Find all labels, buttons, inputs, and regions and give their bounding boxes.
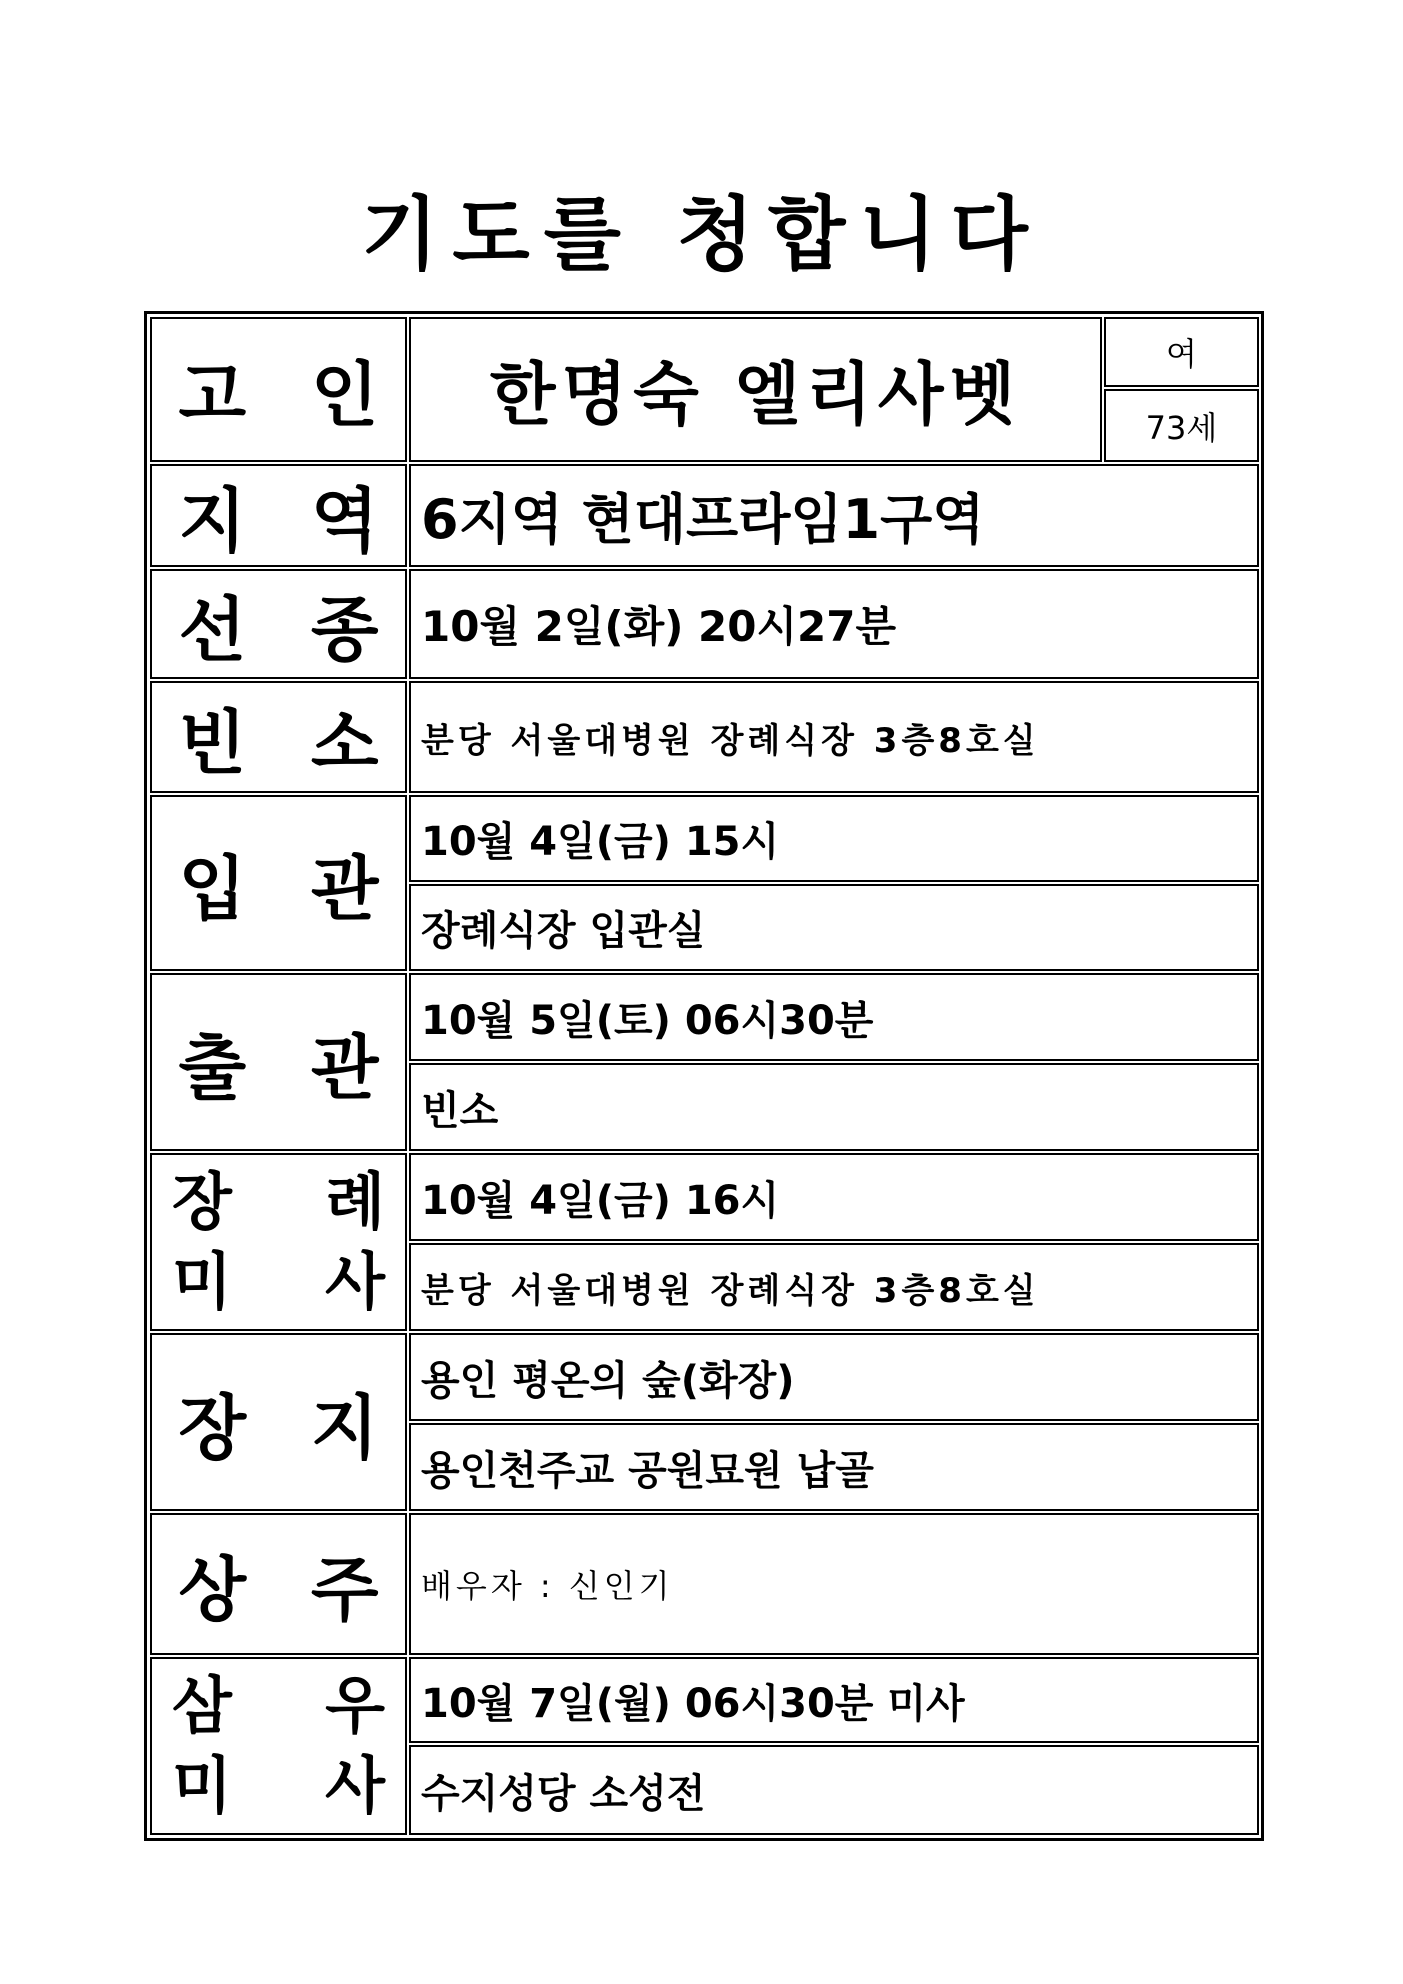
encoffinment-date: 10월 4일(금) 15시 (409, 795, 1259, 882)
departure-place: 빈소 (409, 1063, 1259, 1151)
label-funeral-mass: 장 례 미 사 (150, 1153, 407, 1331)
label-mortuary: 빈 소 (150, 681, 407, 793)
label-death: 선 종 (150, 569, 407, 679)
label-departure: 출 관 (150, 973, 407, 1151)
label-encoffinment: 입 관 (150, 795, 407, 971)
deceased-name: 한명숙 엘리사벳 (409, 317, 1102, 462)
encoffinment-place: 장례식장 입관실 (409, 884, 1259, 971)
label-third-day-mass: 삼 우 미 사 (150, 1657, 407, 1835)
region-value: 6지역 현대프라임1구역 (409, 464, 1259, 567)
label-region: 지 역 (150, 464, 407, 567)
row-funeral-mass (150, 1153, 1259, 1331)
burial-place-1: 용인 평온의 숲(화장) (409, 1333, 1259, 1421)
page-title: 기도를 청합니다 (361, 188, 1042, 281)
mortuary-value: 분당 서울대병원 장례식장 3층8호실 (409, 681, 1259, 793)
funeral-mass-date: 10월 4일(금) 16시 (409, 1153, 1259, 1241)
row-departure (150, 973, 1259, 1151)
burial-place-2: 용인천주교 공원묘원 납골 (409, 1423, 1259, 1511)
row-burial (150, 1333, 1259, 1511)
label-chief-mourner: 상 주 (150, 1513, 407, 1655)
row-chief-mourner (150, 1513, 1259, 1655)
funeral-mass-place: 분당 서울대병원 장례식장 3층8호실 (409, 1243, 1259, 1331)
row-mortuary (150, 681, 1259, 793)
chief-mourner-value: 배우자 : 신인기 (409, 1513, 1259, 1655)
row-encoffinment (150, 795, 1259, 971)
row-region (150, 464, 1259, 567)
third-day-mass-place: 수지성당 소성전 (409, 1745, 1259, 1835)
third-day-mass-date: 10월 7일(월) 06시30분 미사 (409, 1657, 1259, 1743)
departure-date: 10월 5일(토) 06시30분 (409, 973, 1259, 1061)
row-third-day-mass (150, 1657, 1259, 1835)
label-burial: 장 지 (150, 1333, 407, 1511)
deceased-age: 73세 (1104, 389, 1259, 462)
deceased-gender: 여 (1104, 317, 1259, 387)
row-deceased (150, 317, 1259, 462)
death-value: 10월 2일(화) 20시27분 (409, 569, 1259, 679)
row-death (150, 569, 1259, 679)
label-deceased: 고 인 (150, 317, 407, 462)
